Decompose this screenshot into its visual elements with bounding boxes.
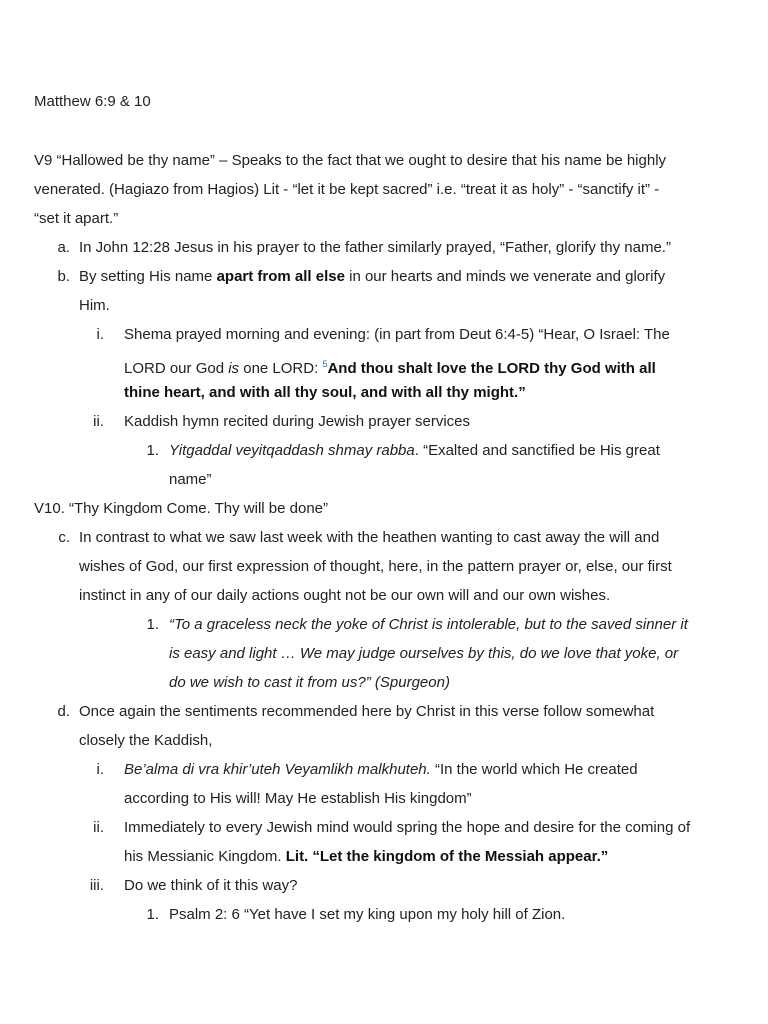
subsublist-item-text: name” (169, 471, 212, 488)
text-run: in our hearts and minds we venerate and glorify (344, 268, 666, 285)
list-marker-ii: ii. (93, 413, 104, 430)
italic-text: “To a graceless neck the yoke of Christ is intolerable, but to the saved sinner it (169, 616, 688, 633)
v9-paragraph-line: “set it apart.” (34, 210, 119, 227)
list-marker-iii: iii. (89, 877, 104, 894)
list-marker-c: c. (58, 529, 70, 546)
list-item-b-text (79, 267, 665, 287)
list-item-d-text: Once again the sentiments recommended here by Christ in this verse follow somewhat (79, 703, 655, 720)
sublist-item-text: Do we think of it this way? (124, 877, 298, 894)
subsublist-item-text (169, 441, 660, 461)
document-title: Matthew 6:9 & 10 (34, 93, 151, 110)
quote-text (169, 673, 450, 693)
list-marker-ii: ii. (93, 819, 104, 836)
list-item-d-text: closely the Kaddish, (79, 732, 213, 749)
list-marker-b: b. (57, 268, 70, 285)
quote-text (169, 644, 678, 664)
text-run: . “Exalted and sanctified be His great (414, 442, 660, 459)
sublist-item-text (124, 383, 526, 403)
list-marker-1: 1. (146, 616, 159, 633)
list-marker-1: 1. (146, 906, 159, 923)
v9-paragraph-line: V9 “Hallowed be thy name” – Speaks to the fact that we ought to desire that his name be highly (34, 152, 667, 169)
bold-emphasis: And thou shalt love the LORD thy God with all (327, 360, 656, 377)
sublist-item-text: Shema prayed morning and evening: (in part from Deut 6:4-5) “Hear, O Israel: The (124, 326, 670, 343)
text-run: one LORD: (239, 360, 323, 377)
quote-text (169, 615, 688, 635)
bold-emphasis: thine heart, and with all thy soul, and with all thy might.” (124, 384, 526, 401)
list-marker-a: a. (57, 239, 70, 256)
list-item-c-text: instinct in any of our daily actions ought not be our own will and our own wishes. (79, 587, 611, 604)
text-run: By setting His name (79, 268, 217, 285)
bold-emphasis: apart from all else (216, 268, 345, 285)
list-item-a-text: In John 12:28 Jesus in his prayer to the father similarly prayed, “Father, glorify thy name.” (79, 239, 671, 256)
verse-superscript: 5 (322, 359, 328, 369)
text-run: LORD our God (124, 360, 229, 377)
sublist-item-text: according to His will! May He establish His kingdom” (124, 790, 472, 807)
list-item-c-text: In contrast to what we saw last week with the heathen wanting to cast away the will and (79, 529, 660, 546)
sublist-item-text (124, 847, 608, 867)
sublist-item-text: Immediately to every Jewish mind would spring the hope and desire for the coming of (124, 819, 691, 836)
italic-text: Be’alma di vra khir’uteh Veyamlikh malkhuteh. (124, 761, 431, 778)
v9-paragraph-line: venerated. (Hagiazo from Hagios) Lit - “let it be kept sacred” i.e. “treat it as holy” - “sanctify it” - (34, 181, 660, 198)
list-item-b-text: Him. (79, 297, 110, 314)
text-run: “In the world which He created (430, 761, 638, 778)
v10-heading: V10. “Thy Kingdom Come. Thy will be done” (34, 500, 329, 517)
list-marker-i: i. (96, 326, 104, 343)
subsublist-item-text: Psalm 2: 6 “Yet have I set my king upon my holy hill of Zion. (169, 906, 566, 923)
text-run: his Messianic Kingdom. (124, 848, 286, 865)
list-item-c-text: wishes of God, our first expression of thought, here, in the pattern prayer or, else, our first (79, 558, 672, 575)
bold-emphasis: Lit. “Let the kingdom of the Messiah appear.” (285, 848, 609, 865)
sublist-item-text (124, 760, 638, 780)
italic-text: is (228, 360, 240, 377)
sublist-item-text (124, 354, 656, 379)
list-marker-1: 1. (146, 442, 159, 459)
italic-text: do we wish to cast it from us?” (Spurgeon) (169, 674, 450, 691)
italic-text: is easy and light … We may judge ourselves by this, do we love that yoke, or (169, 645, 679, 662)
list-marker-d: d. (57, 703, 70, 720)
sublist-item-text: Kaddish hymn recited during Jewish prayer services (124, 413, 470, 430)
italic-text: Yitgaddal veyitqaddash shmay rabba (169, 442, 415, 459)
list-marker-i: i. (96, 761, 104, 778)
